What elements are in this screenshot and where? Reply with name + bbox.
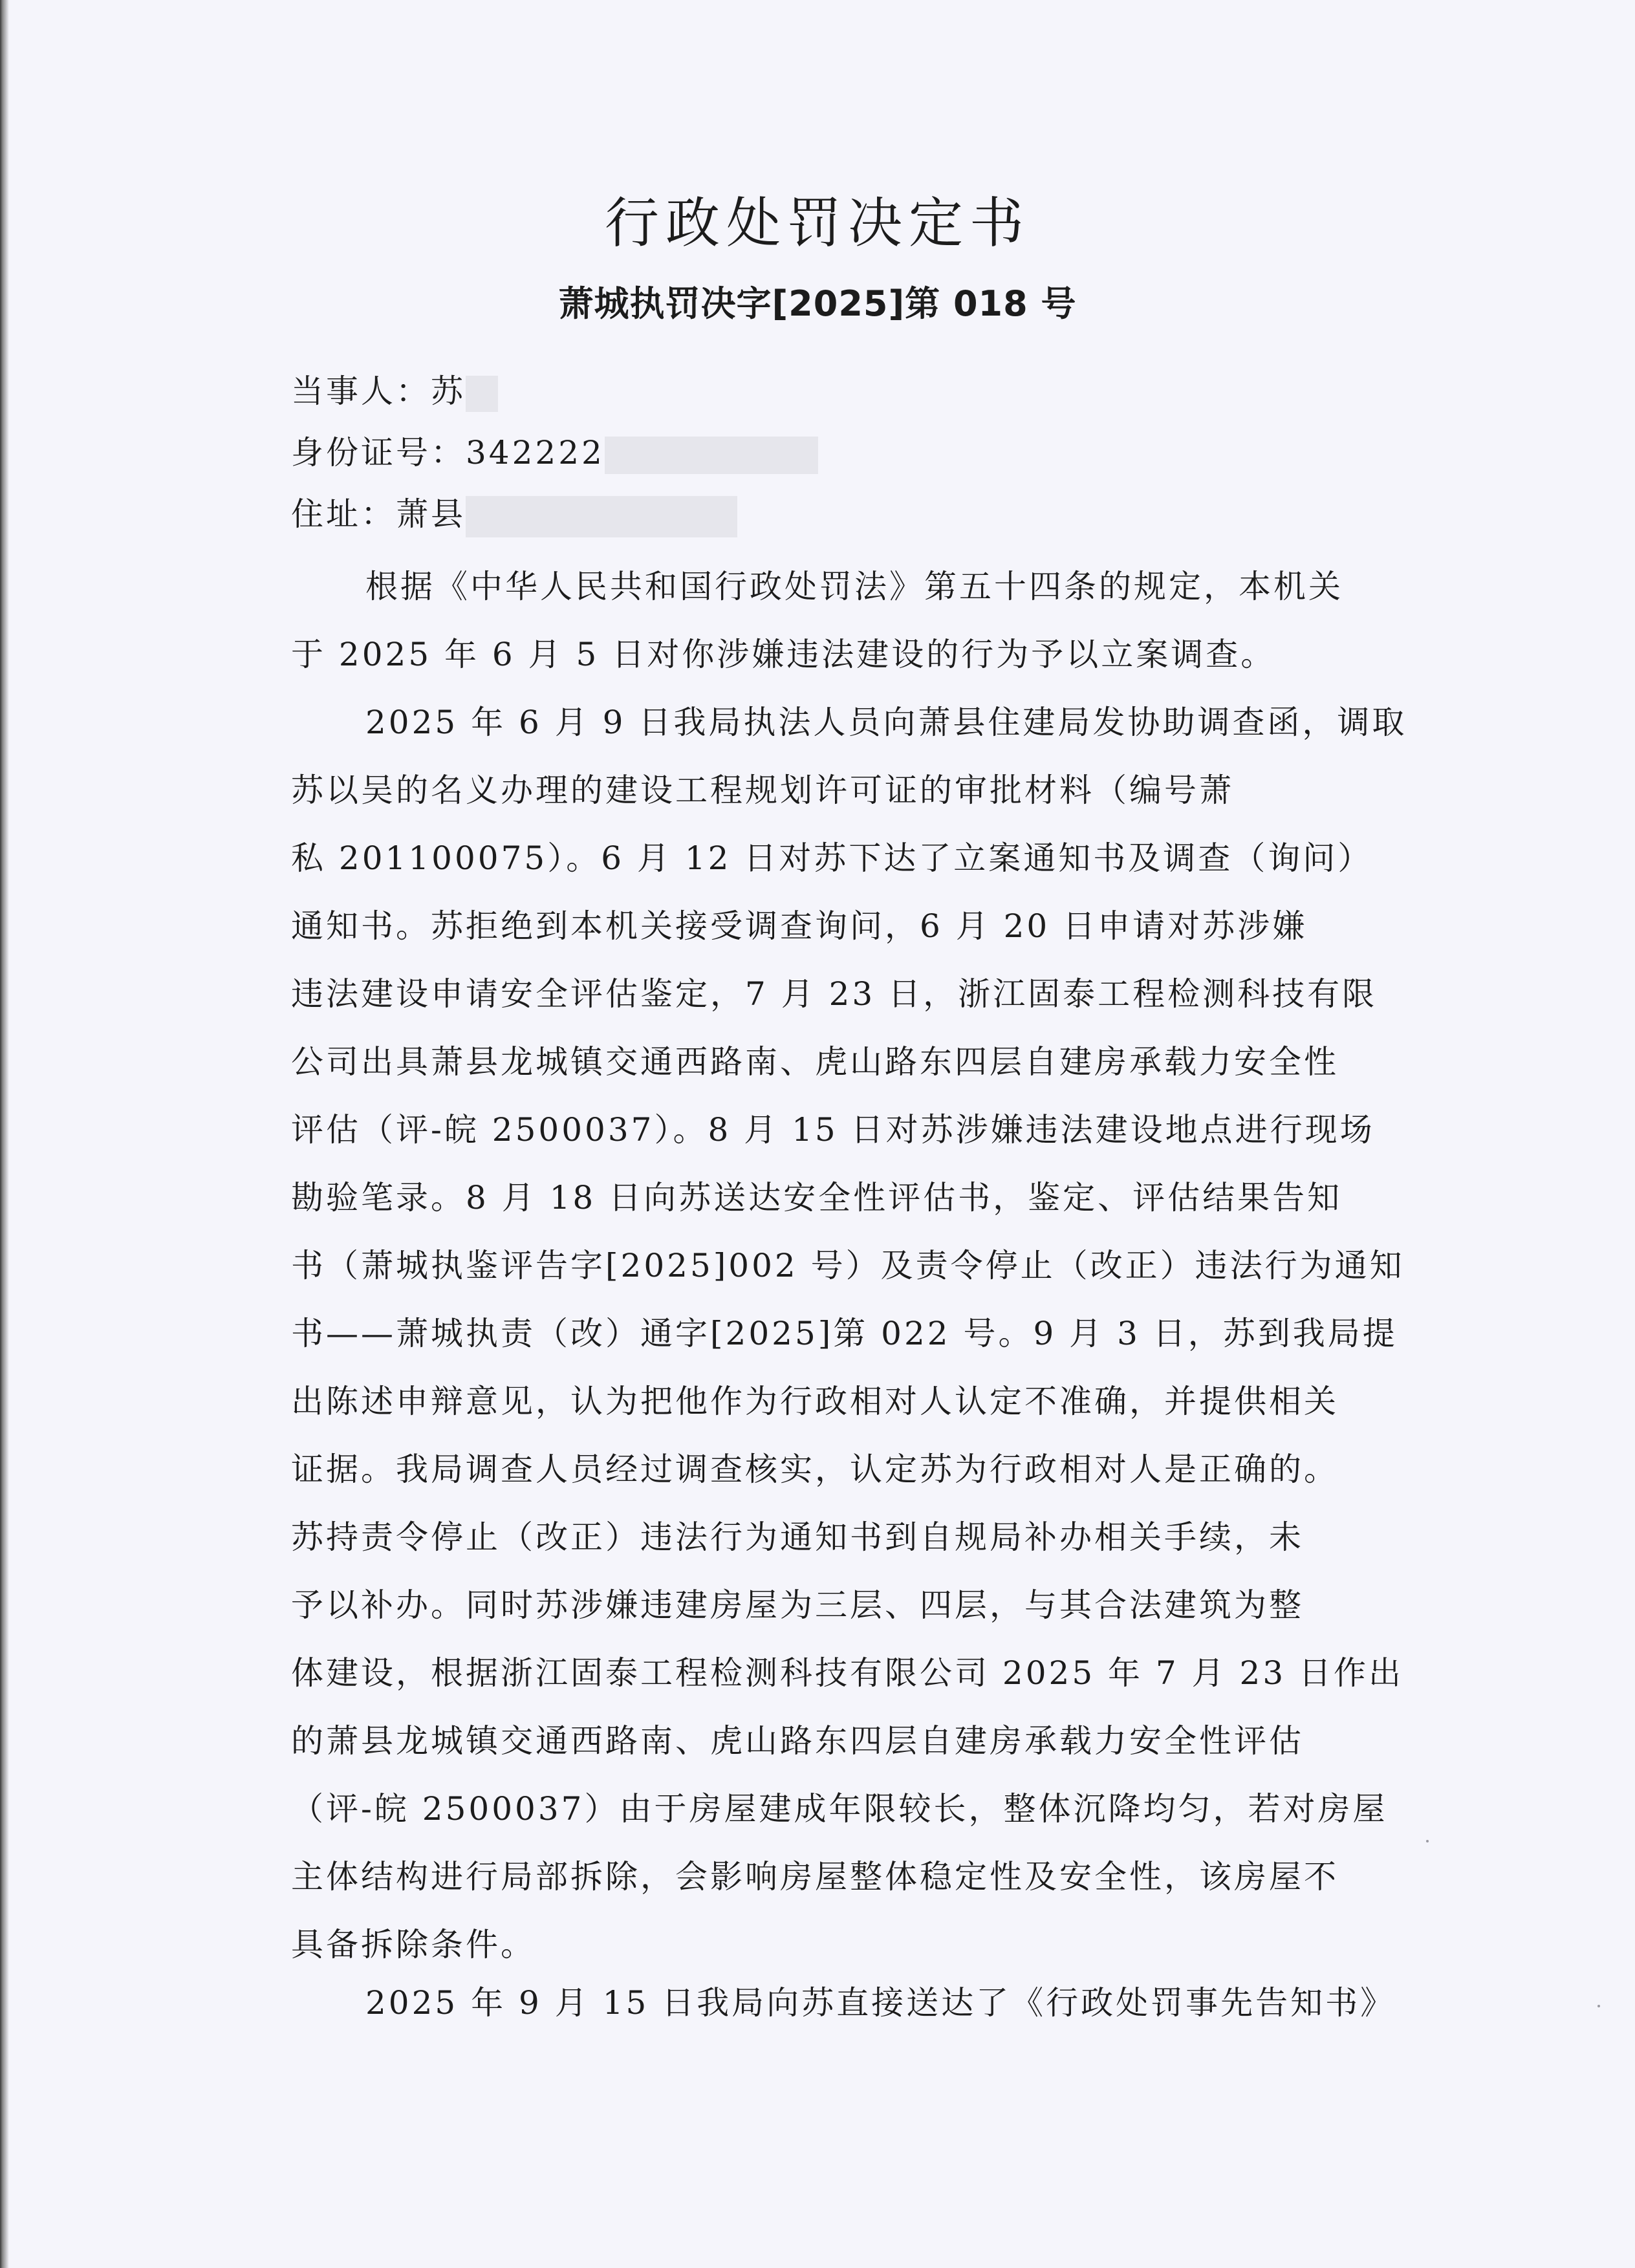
text-span: 为行政相对人是正确的。 (955, 1451, 1339, 1488)
text-span: 涉嫌 (1237, 907, 1308, 945)
redaction-block (466, 376, 498, 412)
id-number-label: 身份证号： (291, 434, 466, 471)
party-field (291, 365, 498, 417)
text-line (291, 960, 1410, 1028)
party-value: 苏 (431, 373, 466, 410)
text-line (291, 1843, 1410, 1911)
text-line (291, 1368, 1410, 1436)
text-span: 评估（评-皖 2500037）。8 月 15 日对苏 (291, 1111, 956, 1149)
paragraph-3 (291, 1969, 1410, 2037)
party-label: 当事人： (291, 373, 431, 410)
text-line (291, 1028, 1410, 1096)
text-span: 下达了立案通知书及调查（询问） (849, 839, 1373, 877)
text-span: 2025 年 9 月 15 日我局向苏 (365, 1984, 837, 2022)
text-span: 具备拆除条件。 (291, 1926, 536, 1963)
text-span: 违法建设申请安全评估鉴定，7 月 23 日，浙江固泰工程检测科技有限 (291, 975, 1378, 1013)
text-span: 涉嫌违建房屋为三层、四层，与其合法建筑为整 (570, 1586, 1304, 1624)
text-span: 体建设，根据浙江固泰工程检测科技有限公司 2025 年 7 月 23 日作出 (291, 1654, 1404, 1692)
text-span: 到我局提 (1257, 1315, 1398, 1352)
text-span: 主体结构进行局部拆除，会影响房屋整体稳定性及安全性，该房屋不 (291, 1858, 1339, 1895)
text-line (291, 892, 1410, 960)
text-span: 根据《中华人民共和国行政处罚法》第五十四条的规定，本机关 (365, 568, 1343, 605)
text-span: 私 201100075）。6 月 12 日对苏 (291, 839, 849, 877)
text-line (291, 1775, 1410, 1843)
id-number-field (291, 427, 818, 479)
address-value: 萧县 (396, 495, 466, 533)
scan-speck (1426, 1840, 1429, 1842)
text-span: 以吴 (326, 772, 396, 809)
document-title: 行政处罚决定书 (604, 191, 1030, 255)
text-span: 送达安全性评估书，鉴定、评估结果告知 (713, 1179, 1343, 1216)
text-line (291, 553, 1410, 621)
text-span: 书（萧城执鉴评告字[2025]002 号）及责令停止（改正）违法行为通知 (291, 1247, 1405, 1284)
text-span: 的名义办理的建设工程规划许可证的审批材料（编号萧 (396, 772, 1234, 809)
text-span: 通知书。苏 (291, 907, 466, 945)
text-line (291, 1436, 1410, 1504)
paragraph-2 (291, 689, 1410, 1979)
text-line (291, 689, 1410, 757)
text-line (291, 621, 1410, 689)
text-span: 书——萧城执责（改）通字[2025]第 022 号。9 月 3 日，苏 (291, 1315, 1258, 1352)
text-line (291, 825, 1410, 892)
text-span: 勘验笔录。8 月 18 日向苏 (291, 1179, 714, 1216)
paragraph-1 (291, 553, 1410, 689)
text-line (291, 1164, 1410, 1232)
text-line (291, 1300, 1410, 1368)
address-field (291, 488, 737, 540)
text-span: 于 2025 年 6 月 5 日对你涉嫌违法建设的行为予以立案调查。 (291, 636, 1276, 673)
document-number: 萧城执罚决字[2025]第 018 号 (558, 283, 1077, 324)
text-span: 直接送达了《行政处罚事先告知书》 (836, 1984, 1396, 2022)
redaction-block (466, 496, 737, 537)
scan-edge-shadow (0, 0, 9, 2268)
id-number-value: 342222 (466, 434, 605, 471)
text-span: （评-皖 2500037）由于房屋建成年限较长，整体沉降均匀，若对房屋 (291, 1790, 1388, 1828)
text-span: 予以补办。同时苏 (291, 1586, 570, 1624)
redaction-block (605, 437, 818, 474)
text-span: 证据。我局调查人员经过调查核实，认定苏 (291, 1451, 955, 1488)
text-line (291, 1639, 1410, 1707)
text-span: 拒绝到本机关接受调查询问，6 月 20 日申请对苏 (466, 907, 1238, 945)
text-line (291, 1707, 1410, 1775)
text-line (291, 1096, 1410, 1164)
text-span: 涉嫌违法建设地点进行现场 (955, 1111, 1375, 1149)
text-span: 2025 年 6 月 9 日我局执法人员向萧县住建局发协助调查函，调取 (365, 704, 1407, 741)
text-span: 持责令停止（改正）违法行为通知书到自规局补办相关手续，未 (326, 1518, 1304, 1556)
text-span: 苏 (291, 1518, 326, 1556)
text-line (291, 757, 1410, 825)
text-span: 苏 (291, 772, 326, 809)
text-line (291, 1969, 1410, 2037)
text-span: 的萧县龙城镇交通西路南、虎山路东四层自建房承载力安全性评估 (291, 1722, 1304, 1760)
text-line (291, 1232, 1410, 1300)
scan-speck (1597, 2005, 1600, 2007)
text-line (291, 1504, 1410, 1571)
text-span: 出陈述申辩意见，认为把他作为行政相对人认定不准确，并提供相关 (291, 1383, 1339, 1420)
text-span: 公司出具萧县龙城镇交通西路南、虎山路东四层自建房承载力安全性 (291, 1043, 1339, 1081)
address-label: 住址： (291, 495, 396, 533)
text-line (291, 1571, 1410, 1639)
